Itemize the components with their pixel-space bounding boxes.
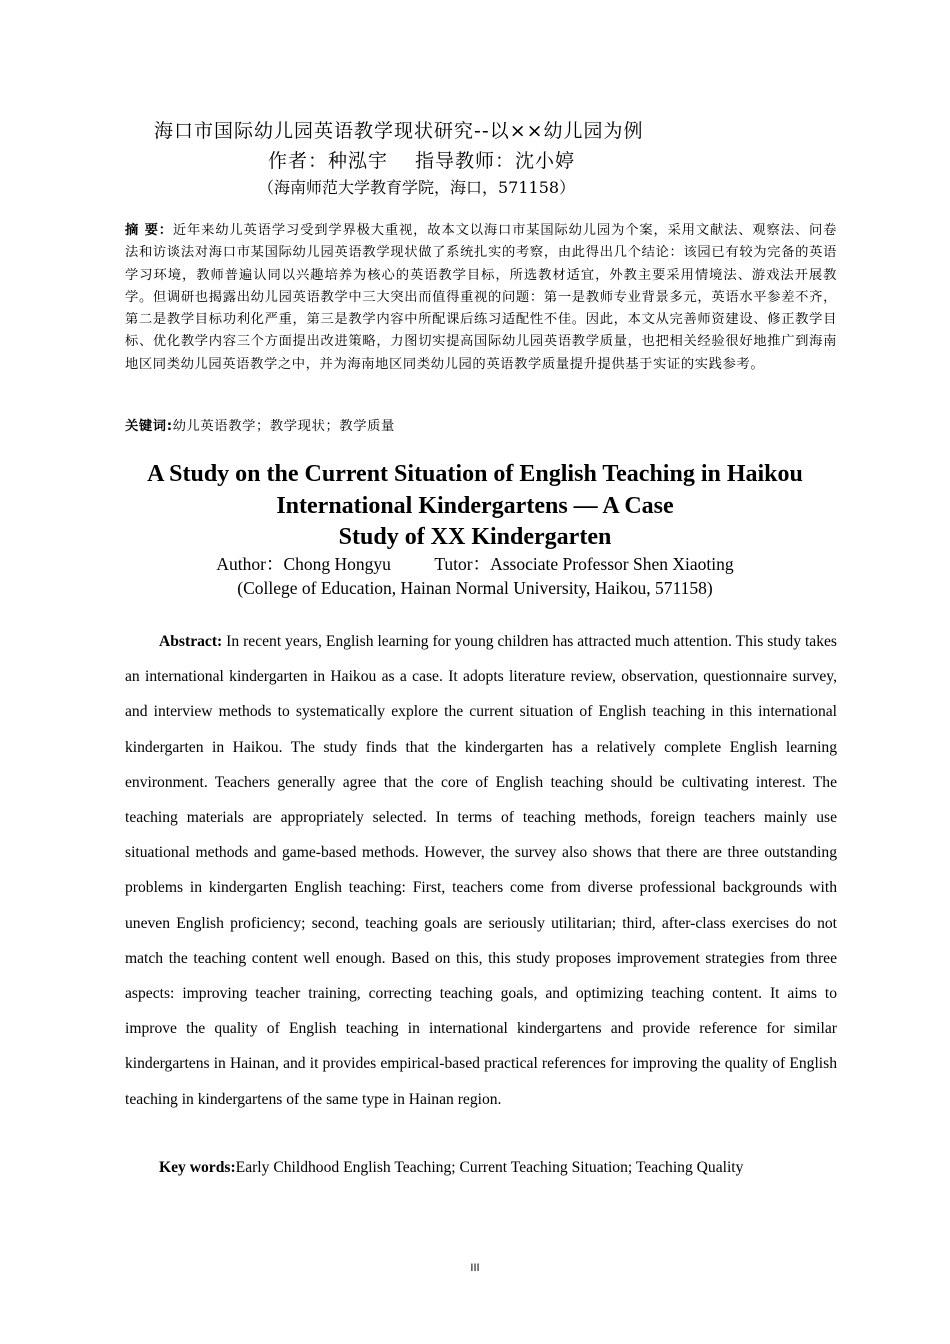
cn-abstract — [125, 220, 837, 376]
cn-abstract-text: 近年来幼儿英语学习受到学界极大重视，故本文以海口市某国际幼儿园为个案，采用文献法、观察法、问卷法和访谈法对海口市某国际幼儿园英语教学现状做了系统扎实的考察，由此得出几个结论：该园已有较为完备的英语学习环境，教师普遍认同以兴趣培养为核心的英语教学目标，所选教材适宜，外教主要采用情境法、游戏法开展教学。但调研也揭露出幼儿园英语教学中三大突出而值得重视的问题：第一是教师专业背景多元，英语水平参差不齐，第二是教学目标功利化严重，第三是教学内容中所配课后练习适配性不佳。因此，本文从完善师资建设、修正教学目标、优化教学内容三个方面提出改进策略，力图切实提高国际幼儿园英语教学质量，也把相关经验很好地推广到海南地区同类幼儿园英语教学之中，并为海南地区同类幼儿园的英语教学质量提升提供基于实证的实践参考。 — [125, 223, 837, 372]
en-abstract-label: Abstract: — [159, 633, 223, 650]
en-keywords-text: Early Childhood English Teaching; Current Teaching Situation; Teaching Quality — [235, 1159, 744, 1176]
en-title-line-3: Study of XX Kindergarten — [338, 524, 612, 550]
en-abstract-text: In recent years, English learning for young children has attracted much attention. This study takes an international kindergarten in Haikou as a case. It adopts literature review, observation, questionnaire survey, and interview methods to systematically explore the current situation of English teaching in this international kindergarten in Haikou. The study finds that the kindergarten has a relatively complete English learning environment. Teachers generally agree that the core of English teaching should be cultivating interest. The teaching materials are appropriately selected. In terms of teaching methods, foreign teachers mainly use situational methods and game-based methods. However, the survey also shows that there are three outstanding problems in kindergarten English teaching: First, teachers come from diverse professional backgrounds with uneven English proficiency; second, teaching goals are seriously utilitarian; third, after-class exercises do not match the teaching content well enough. Based on this, this study proposes improvement strategies from three aspects: improving teacher training, correcting teaching goals, and optimizing teaching content. It aims to improve the quality of English teaching in international kindergartens and provide reference for similar kindergartens in Hainan, and it provides empirical-based practical references for improving the quality of English teaching in kindergartens of the same type in Hainan region. — [125, 633, 837, 1108]
en-author-line: Author：Chong Hongyu Tutor：Associate Professor Shen Xiaoting — [216, 554, 734, 574]
en-keywords — [159, 1159, 743, 1177]
en-title-line-2: International Kindergartens — A Case — [276, 493, 674, 519]
cn-keywords — [125, 416, 837, 438]
page-number: III — [470, 1262, 480, 1274]
en-abstract — [125, 624, 837, 1117]
cn-author-line: 作者：种泓宇 指导教师：沈小婷 — [268, 150, 576, 172]
cn-title: 海口市国际幼儿园英语教学现状研究--以××幼儿园为例 — [154, 120, 644, 142]
en-keywords-label: Key words: — [159, 1159, 236, 1176]
cn-keywords-text: 幼儿英语教学；教学现状；教学质量 — [172, 419, 395, 434]
cn-abstract-label: 摘 要： — [125, 223, 173, 238]
en-title-line-1: A Study on the Current Situation of English Teaching in Haikou — [147, 461, 803, 487]
cn-keywords-label: 关键词: — [125, 419, 173, 434]
en-affiliation: (College of Education, Hainan Normal University, Haikou, 571158) — [237, 578, 713, 598]
cn-affiliation: （海南师范大学教育学院，海口，571158） — [258, 178, 576, 197]
